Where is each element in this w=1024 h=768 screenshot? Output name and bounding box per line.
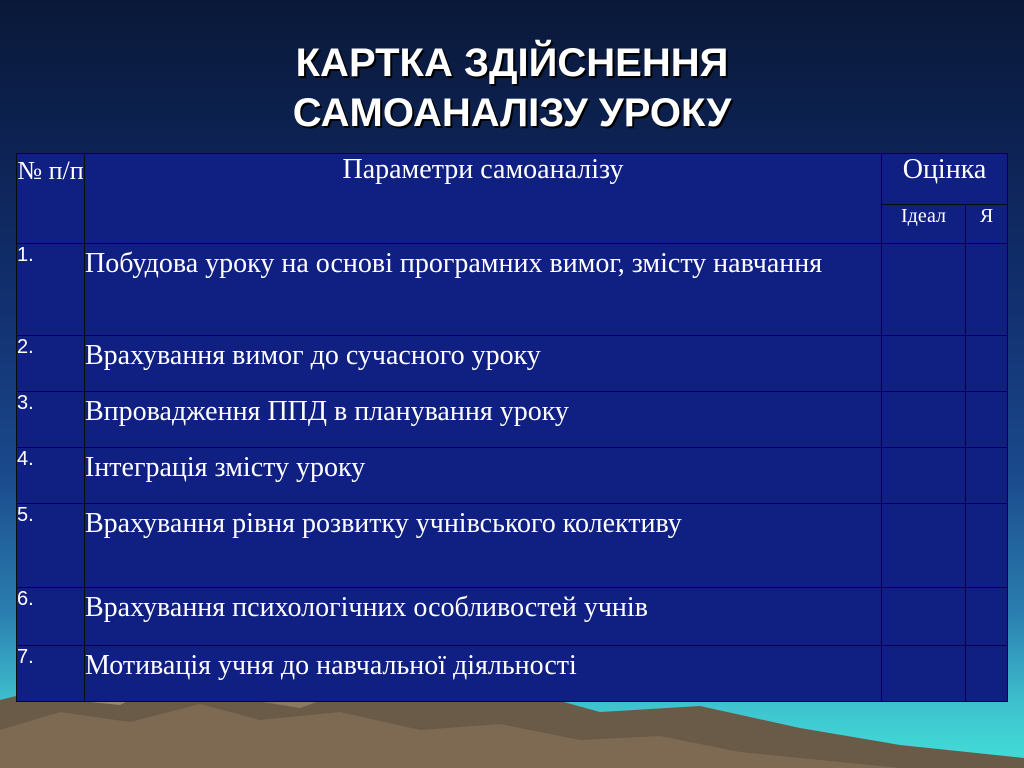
table-row [17,646,1008,702]
header-score: Оцінка [882,154,1008,205]
score-ideal-cell[interactable] [882,504,966,588]
header-self: Я [966,205,1008,244]
table-header-row [17,154,1008,205]
row-number: 5. [17,504,85,588]
row-parameter: Врахування психологічних особливостей учнів [85,588,882,646]
score-ideal-cell[interactable] [882,336,966,392]
score-ideal-cell[interactable] [882,448,966,504]
score-ideal-cell[interactable] [882,392,966,448]
table-row [17,244,1008,336]
row-number: 4. [17,448,85,504]
score-ideal-cell[interactable] [882,244,966,336]
row-parameter: Врахування вимог до сучасного уроку [85,336,882,392]
table-row [17,504,1008,588]
score-self-cell[interactable] [966,448,1008,504]
title-line-2: САМОАНАЛІЗУ УРОКУ [292,91,732,135]
row-number: 2. [17,336,85,392]
slide-title [0,38,1024,138]
score-self-cell[interactable] [966,646,1008,702]
score-self-cell[interactable] [966,588,1008,646]
row-number: 1. [17,244,85,336]
score-ideal-cell[interactable] [882,646,966,702]
row-number: 3. [17,392,85,448]
row-parameter: Врахування рівня розвитку учнівського колективу [85,504,882,588]
header-parameters: Параметри самоаналізу [85,154,882,244]
score-self-cell[interactable] [966,336,1008,392]
row-parameter: Мотивація учня до навчальної діяльності [85,646,882,702]
row-parameter: Інтеграція змісту уроку [85,448,882,504]
score-ideal-cell[interactable] [882,588,966,646]
table-row [17,336,1008,392]
row-number: 7. [17,646,85,702]
row-parameter: Побудова уроку на основі програмних вимог, змісту навчання [85,244,882,336]
table-row [17,588,1008,646]
header-number: № п/п [17,154,85,244]
header-ideal: Ідеал [882,205,966,244]
score-self-cell[interactable] [966,244,1008,336]
self-analysis-table [16,153,1008,702]
score-self-cell[interactable] [966,504,1008,588]
row-number: 6. [17,588,85,646]
table-row [17,392,1008,448]
title-line-1: КАРТКА ЗДІЙСНЕННЯ [295,41,729,85]
score-self-cell[interactable] [966,392,1008,448]
row-parameter: Впровадження ППД в планування уроку [85,392,882,448]
table-row [17,448,1008,504]
